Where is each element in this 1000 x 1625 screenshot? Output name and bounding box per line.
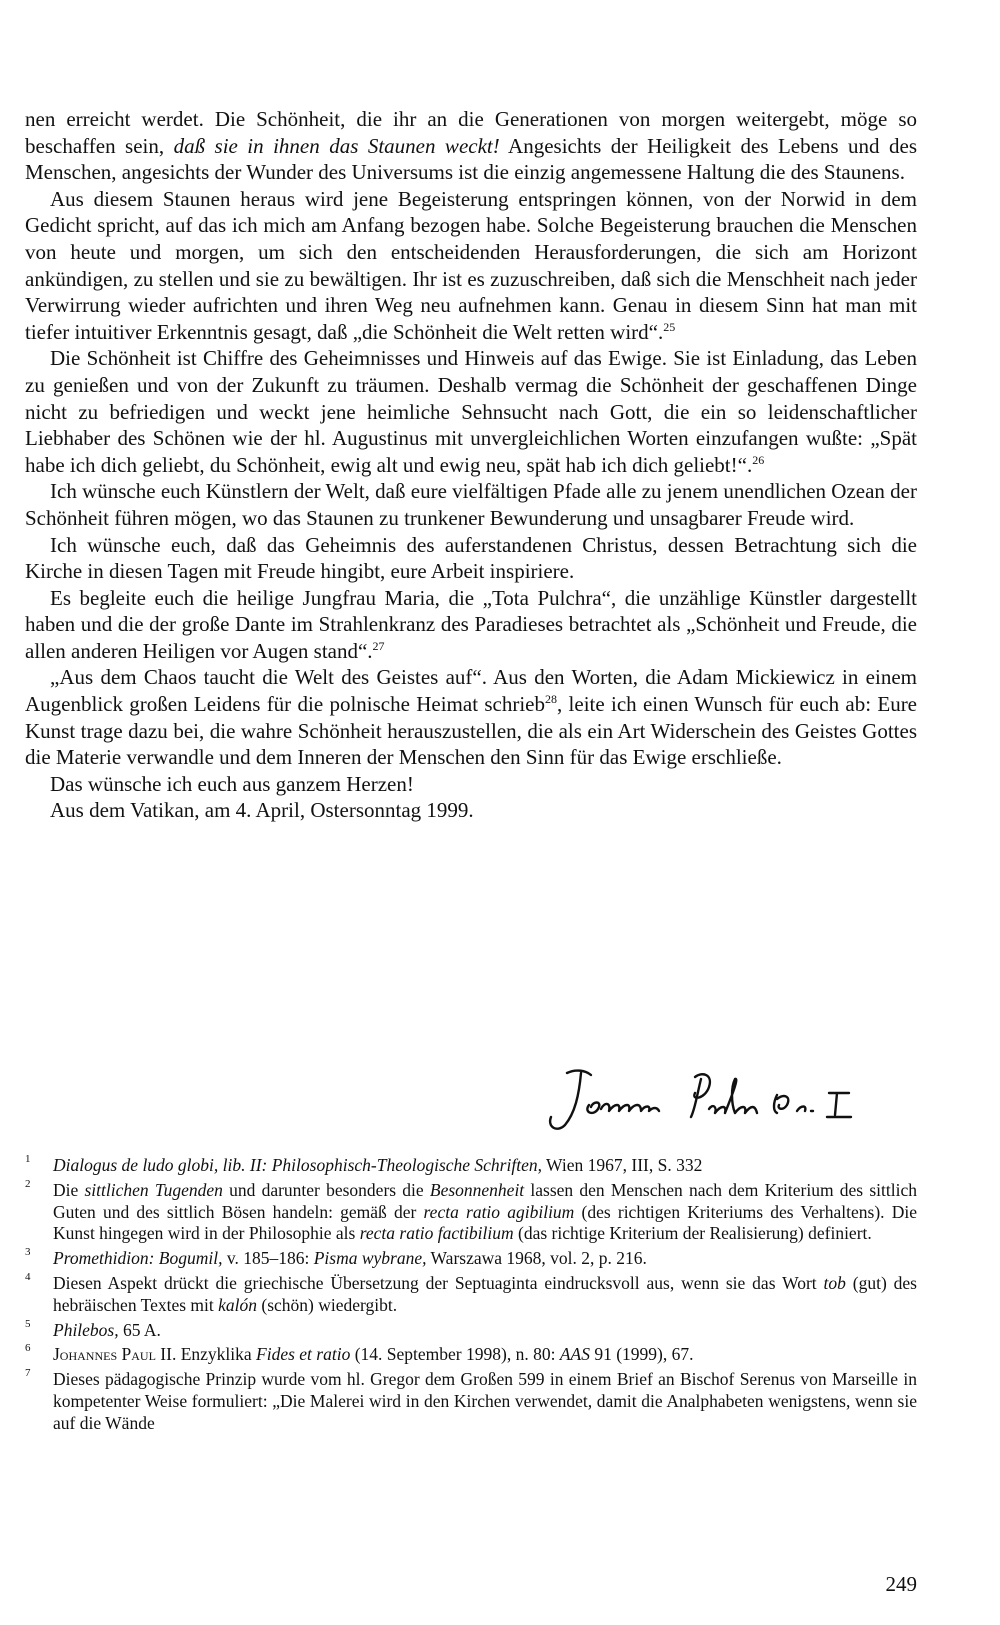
paragraph-7-tail: , leite ich einen Wunsch für euch ab: Eure Kunst trage dazu bei, die wahre Schönheit herauszustellen, die als ein Art Widerschein des Geistes Gottes die Materie verwandle und dem Inneren der Menschen den Sinn für das Ewige erschließe. <box>25 692 918 770</box>
footnote-text: recta ratio agibilium <box>423 1201 575 1222</box>
footnote-text: v. 185–186: <box>222 1248 314 1269</box>
footnote-3 <box>25 1248 917 1270</box>
paragraph-7 <box>25 664 917 770</box>
footnote-number: 3 <box>25 1246 31 1259</box>
footnote-text: AAS <box>559 1344 590 1365</box>
footnote-text: kalón <box>218 1294 258 1315</box>
footnote-ref-27: 27 <box>372 638 385 653</box>
paragraph-3-text: Die Schönheit ist Chiffre des Geheimnisses und Hinweis auf das Ewige. Sie ist Einladung, das Leben zu genießen und von der Zukunft zu träumen. Deshalb vermag die Schönheit der geschaffenen Dinge nicht zu befriedigen und weckt jene heimliche Sehnsucht nach Gott, die ein so leidenschaftlicher Liebhaber des Schönen wie der hl. Augustinus mit unvergleichlichen Worten einzufangen wußte: „Spät habe ich dich geliebt, du Schönheit, ewig alt und ewig neu, spät hab ich dich geliebt!“. <box>25 346 917 477</box>
paragraph-5: Ich wünsche euch, daß das Geheimnis des auferstandenen Christus, dessen Betrachtung sich die Kirche in diesen Tagen mit Freude hingibt, eure Arbeit inspiriere. <box>25 532 917 584</box>
footnote-text: (14. September 1998), n. 80: <box>350 1344 560 1365</box>
paragraph-1-tail: Angesichts der Heiligkeit des Lebens und des Menschen, angesichts der Wunder des Universums ist die einzig angemessene Haltung die des Staunens. <box>25 133 917 185</box>
footnote-text: Fides et ratio <box>256 1344 351 1365</box>
footnote-text: (das richtige Kriterium der Realisierung) definiert. <box>513 1223 872 1244</box>
footnote-text: sittlichen Tugenden <box>84 1179 223 1200</box>
footnote-text: Philebos, <box>53 1319 119 1340</box>
paragraph-7-text: „Aus dem Chaos taucht die Welt des Geistes auf“. Aus den Worten, die Adam Mickiewicz in einem Augenblick großen Leidens für die polnische Heimat schrieb <box>25 665 917 717</box>
footnote-ref-26: 26 <box>752 452 765 467</box>
footnote-text: und darunter besonders die <box>222 1179 430 1200</box>
footnote-text: 91 (1999), 67. <box>589 1344 694 1365</box>
footnote-text: recta ratio factibilium <box>359 1223 514 1244</box>
footnote-5 <box>25 1317 917 1342</box>
footnote-number: 7 <box>25 1367 31 1380</box>
footnote-ref-25: 25 <box>663 319 676 334</box>
footnotes <box>25 1155 917 1438</box>
footnote-text: tob <box>823 1272 846 1293</box>
closing-wish: Das wünsche ich euch aus ganzem Herzen! <box>50 771 414 796</box>
footnote-text: Pisma wybrane, <box>313 1248 427 1269</box>
paragraph-3 <box>25 345 917 478</box>
footnote-number: 1 <box>25 1153 31 1165</box>
footnote-text: Dieses pädagogische Prinzip wurde vom hl. Gregor dem Großen 599 in einem Brief an Bischof Serenus von Marseille in kompetenter Weise formuliert: „Die Malerei wird in den Kirchen verwendet, damit die Analphabeten wenigstens, wenn sie auf die Wände <box>53 1369 917 1433</box>
footnote-text: (gut) des hebräischen Textes mit <box>53 1272 917 1315</box>
footnote-text: Diesen Aspekt drückt die griechische Übersetzung der Septuaginta eindrucksvoll aus, wenn sie das Wort <box>53 1272 824 1293</box>
paragraph-6 <box>25 585 917 665</box>
footnote-text: Johannes Paul <box>53 1344 156 1365</box>
footnote-number: 5 <box>25 1317 31 1330</box>
paragraph-1-text: nen erreicht werdet. Die Schönheit, die ihr an die Generationen von morgen weitergebt, möge so beschaffen sein, <box>25 107 917 158</box>
footnote-text: 65 A. <box>118 1319 161 1340</box>
footnote-number: 4 <box>25 1270 31 1283</box>
footnote-4 <box>25 1270 917 1317</box>
paragraph-4: Ich wünsche euch Künstlern der Welt, daß eure vielfältigen Pfade alle zu jenem unendlichen Ozean der Schönheit führen mögen, wo das Staunen zu trunkener Bewunderung und unsagbarer Freude wird. <box>25 479 917 530</box>
footnote-text: (des richtigen Kriteriums des Verhaltens). Die Kunst hingegen wird in der Philosophie als <box>53 1201 917 1244</box>
footnote-7 <box>25 1369 917 1434</box>
footnote-text: lassen den Menschen nach dem Kriterium des sittlich Guten und des sittlich Bösen handeln: gemäß der <box>53 1179 917 1222</box>
footnote-text: Wien 1967, III, S. 332 <box>541 1155 703 1175</box>
paragraph-1-emphasis: daß sie in ihnen das Staunen weckt! <box>173 133 500 158</box>
footnote-1 <box>25 1155 917 1177</box>
footnote-text: II. Enzyklika <box>155 1344 257 1365</box>
handwritten-signature <box>545 1065 905 1140</box>
footnote-text: Warszawa 1968, vol. 2, p. 216. <box>426 1248 647 1269</box>
footnote-number: 6 <box>25 1342 31 1355</box>
footnote-text: (schön) wiedergibt. <box>257 1294 398 1315</box>
footnote-text: Promethidion: Bogumil, <box>53 1248 223 1269</box>
date-line: Aus dem Vatikan, am 4. April, Ostersonntag 1999. <box>50 798 474 823</box>
paragraph-2 <box>25 186 917 346</box>
paragraph-2-text: Aus diesem Staunen heraus wird jene Begeisterung entspringen können, von der Norwid in dem Gedicht spricht, auf das ich mich am Anfang bezogen habe. Solche Begeisterung brauchen die Menschen von heute und morgen, um sich den entscheidenden Herausforderungen, die sich am Horizont ankündigen, zu stellen und sie zu bewältigen. Ihr ist es zuzuschreiben, daß sich die Menschheit nach jeder Verwirrung wieder aufrichten und ihren Weg neu aufnehmen kann. Genau in diesem Sinn hat man mit tiefer intuitiver Erkenntnis gesagt, daß „die Schönheit die Welt retten wird“. <box>25 186 917 344</box>
paragraph-1 <box>25 106 917 186</box>
footnote-text: Die <box>53 1179 85 1200</box>
paragraph-6-text: Es begleite euch die heilige Jungfrau Maria, die „Tota Pulchra“, die unzählige Künstler dargestellt haben und die der große Dante im Strahlenkranz des Paradieses betrachtet als „Schönheit und Freude, die allen anderen Heiligen vor Augen stand“. <box>25 585 917 663</box>
footnote-ref-28: 28 <box>545 692 557 707</box>
footnote-text: Dialogus de ludo globi, lib. II: Philosophisch-Theologische Schriften, <box>53 1155 542 1175</box>
footnote-2 <box>25 1177 917 1245</box>
footnote-text: Besonnenheit <box>429 1179 525 1200</box>
footnote-number: 2 <box>25 1177 31 1190</box>
main-text <box>25 106 917 824</box>
footnote-6 <box>25 1344 917 1366</box>
page-number: 249 <box>885 1572 917 1596</box>
